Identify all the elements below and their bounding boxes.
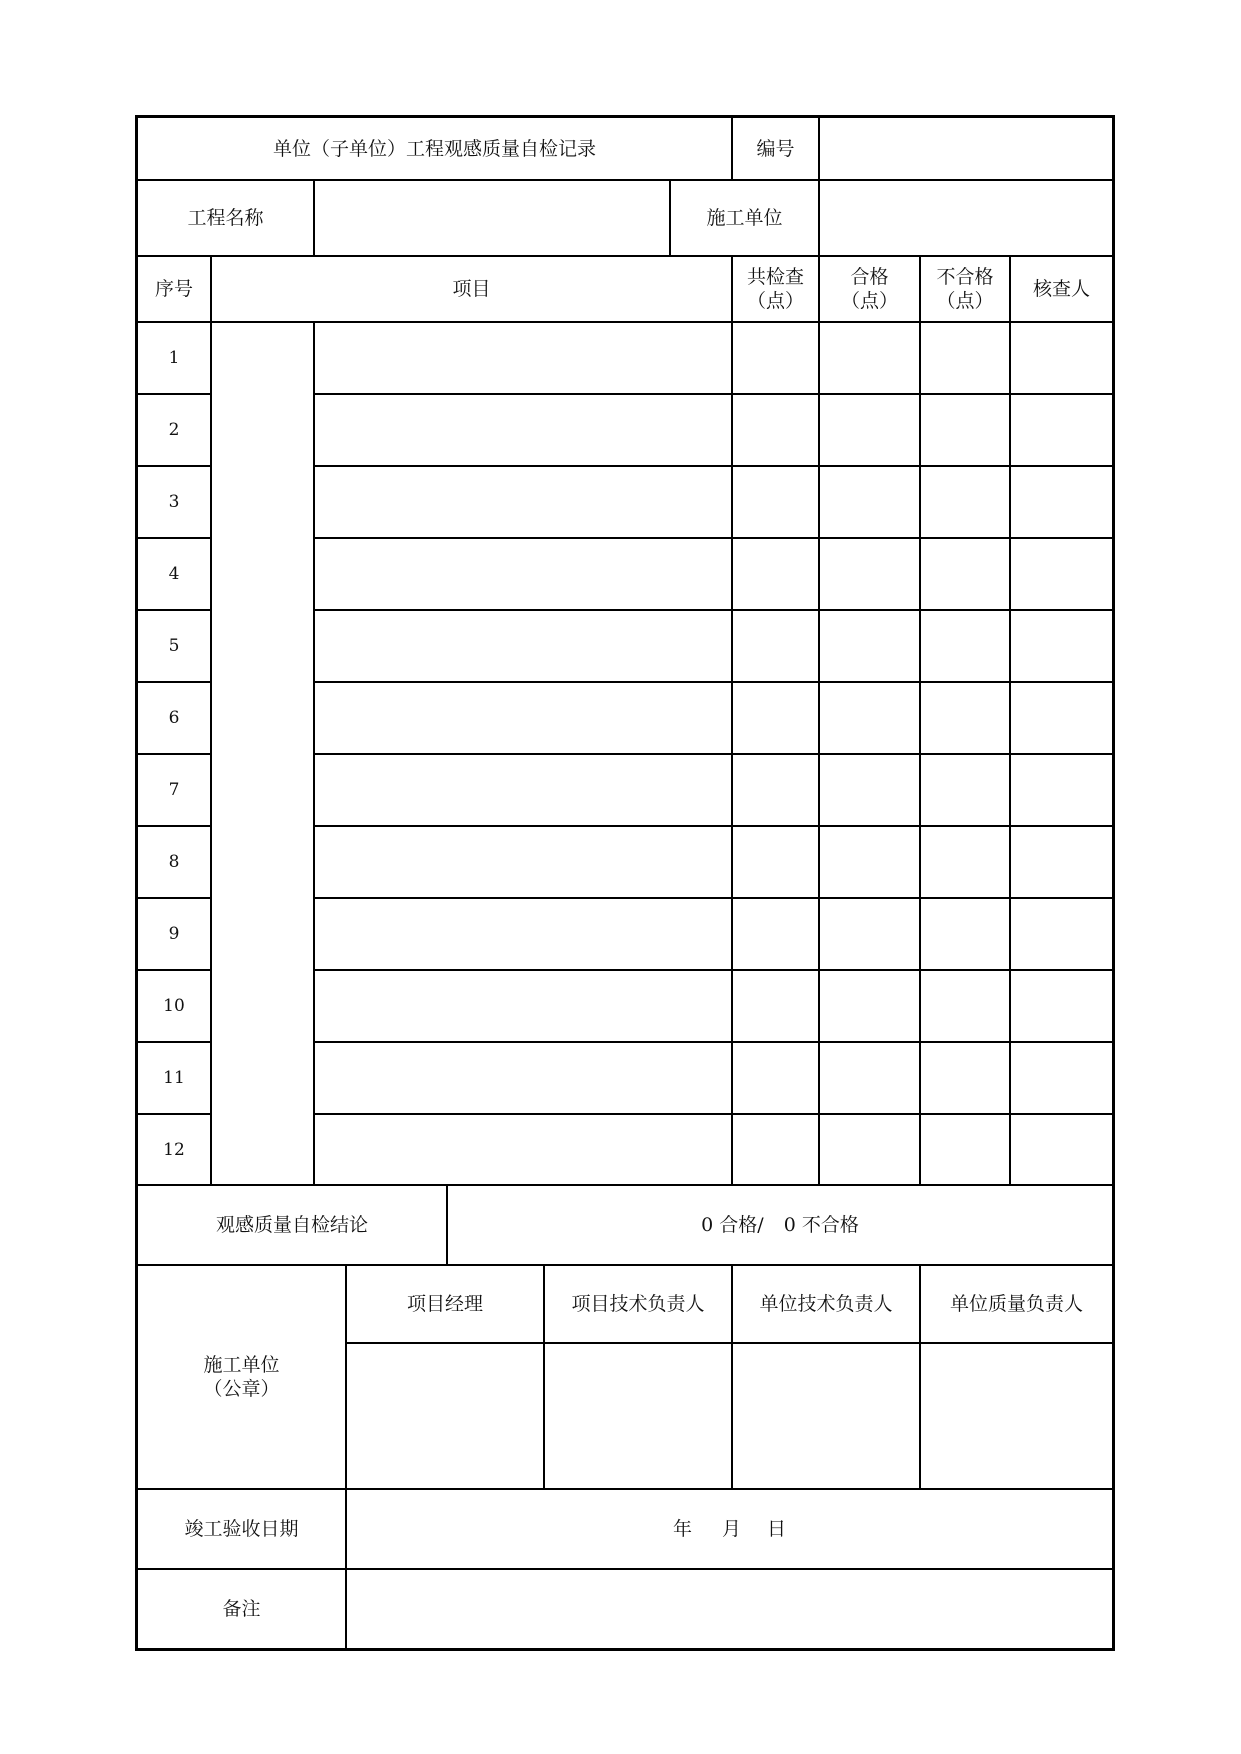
table-row[interactable] <box>315 611 1112 681</box>
table-row[interactable] <box>315 323 1112 393</box>
row-seq: 10 <box>163 996 185 1016</box>
conclusion-label: 观感质量自检结论 <box>215 1214 368 1236</box>
inspection-form <box>135 115 1115 1651</box>
conclusion-result <box>448 1186 1112 1264</box>
table-row[interactable] <box>315 899 1112 969</box>
project-name-field[interactable] <box>315 181 669 255</box>
table-row[interactable] <box>315 827 1112 897</box>
fail-count: 0 <box>783 1214 796 1236</box>
day-label: 日 <box>767 1518 787 1540</box>
row-seq: 6 <box>168 708 180 728</box>
remarks-value <box>347 1570 1112 1648</box>
row-seq: 1 <box>168 348 180 368</box>
row-seq: 3 <box>168 492 180 512</box>
project-manager-label: 项目经理 <box>406 1293 483 1315</box>
column-header-total <box>733 257 818 321</box>
remarks-label: 备注 <box>222 1598 261 1620</box>
completion-date-label: 竣工验收日期 <box>184 1518 299 1540</box>
contractor-seal-line2: （公章） <box>203 1378 280 1400</box>
row-seq: 7 <box>168 780 180 800</box>
column-header-total-line1: 共检查 <box>746 266 804 288</box>
remarks-field[interactable] <box>347 1570 1112 1648</box>
row-seq: 4 <box>168 564 180 584</box>
column-header-item: 项目 <box>452 278 491 300</box>
column-header-pass-line1: 合格 <box>850 266 889 288</box>
row-seq: 2 <box>168 420 180 440</box>
item-category-cell[interactable] <box>212 323 313 1184</box>
column-header-fail-line2: （点） <box>936 290 994 312</box>
pass-count: 0 <box>701 1214 714 1236</box>
number-label: 编号 <box>756 137 795 160</box>
contractor-seal-label <box>138 1266 345 1488</box>
column-header-fail-line1: 不合格 <box>936 266 994 288</box>
project-tech-lead-signature[interactable] <box>545 1344 731 1488</box>
contractor-value <box>820 181 1112 255</box>
number-field[interactable] <box>820 118 1112 179</box>
form-title: 单位（子单位）工程观感质量自检记录 <box>272 137 596 160</box>
project-name-label: 工程名称 <box>187 207 264 229</box>
column-header-pass <box>820 257 919 321</box>
project-tech-lead-label: 项目技术负责人 <box>571 1293 705 1315</box>
month-label: 月 <box>721 1518 741 1540</box>
project-manager-signature[interactable] <box>347 1344 543 1488</box>
column-header-total-line2: （点） <box>746 290 804 312</box>
table-row[interactable] <box>315 971 1112 1041</box>
column-header-seq: 序号 <box>154 278 193 300</box>
unit-quality-lead-signature[interactable] <box>921 1344 1112 1488</box>
completion-date-field[interactable] <box>347 1490 1112 1568</box>
table-row[interactable] <box>315 395 1112 465</box>
row-seq: 9 <box>168 924 180 944</box>
table-row[interactable] <box>315 1115 1112 1184</box>
fail-text: 不合格 <box>801 1214 859 1236</box>
table-row[interactable] <box>315 1043 1112 1113</box>
contractor-field[interactable] <box>820 181 1112 255</box>
column-header-checker: 核查人 <box>1032 278 1090 300</box>
row-seq: 5 <box>168 636 180 656</box>
row-seq: 12 <box>163 1139 185 1160</box>
project-name-value <box>315 181 669 255</box>
pass-text: 合格/ <box>719 1214 764 1236</box>
row-seq: 11 <box>163 1068 185 1088</box>
row-seq: 8 <box>168 852 180 872</box>
unit-tech-lead-signature[interactable] <box>733 1344 919 1488</box>
column-header-pass-line2: （点） <box>840 290 898 312</box>
column-header-fail <box>921 257 1009 321</box>
year-label: 年 <box>672 1518 692 1540</box>
number-value <box>820 118 1112 179</box>
unit-quality-lead-label: 单位质量负责人 <box>949 1293 1083 1315</box>
contractor-label: 施工单位 <box>706 207 783 229</box>
table-row[interactable] <box>315 467 1112 537</box>
unit-tech-lead-label: 单位技术负责人 <box>759 1293 893 1315</box>
table-row[interactable] <box>315 755 1112 825</box>
table-row[interactable] <box>315 683 1112 753</box>
contractor-seal-line1: 施工单位 <box>203 1354 280 1376</box>
table-row[interactable] <box>315 539 1112 609</box>
